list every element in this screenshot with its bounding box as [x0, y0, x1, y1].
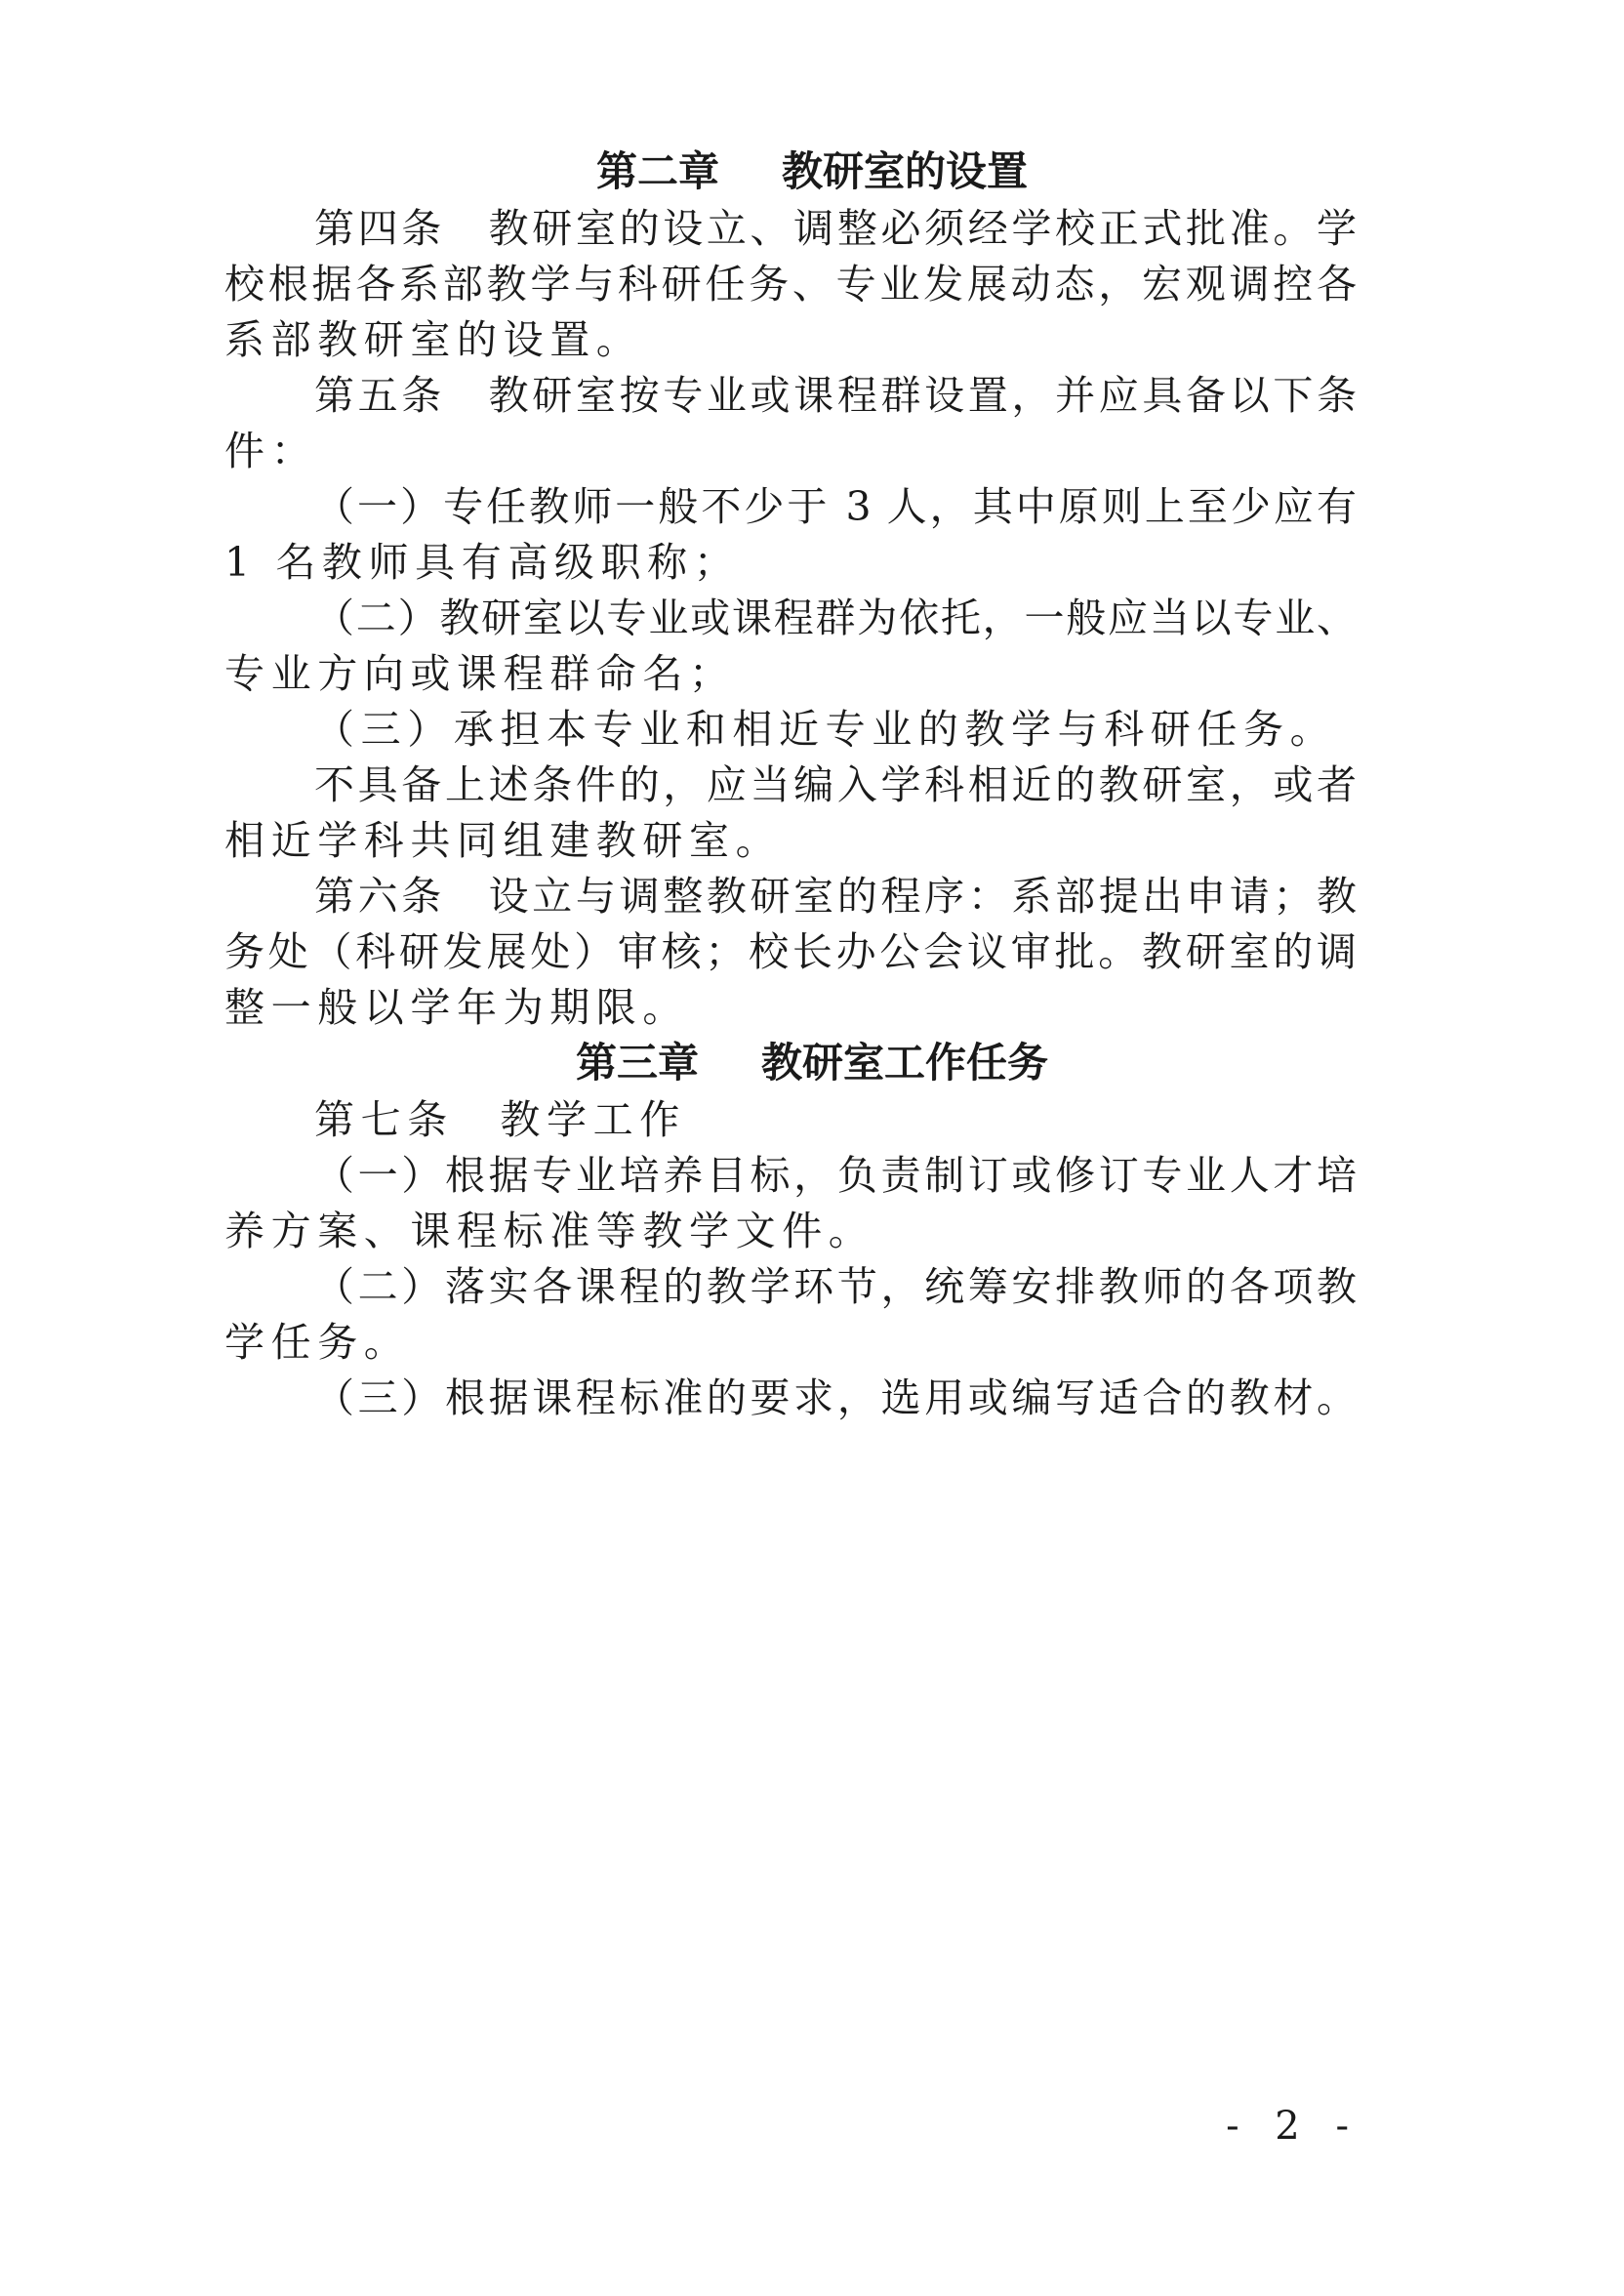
chapter-3-heading [0, 1034, 1624, 1092]
article-5-item-1-line-2: 1 名教师具有高级职称； [224, 539, 741, 586]
article-5-line-1: 第五条 教研室按专业或课程群设置，并应具备以下条 [314, 372, 1357, 419]
chapter-3-title: 教研室工作任务 [761, 1039, 1049, 1086]
chapter-2-title: 教研室的设置 [782, 147, 1029, 195]
article-7-item-2-line-2: 学任务。 [224, 1319, 411, 1366]
article-6-line-2: 务处（科研发展处）审核；校长办公会议审批。教研室的调 [224, 928, 1357, 975]
article-4-line-2: 校根据各系部教学与科研任务、专业发展动态，宏观调控各 [224, 261, 1357, 308]
article-5-item-1-line-1: （一）专任教师一般不少于 3 人，其中原则上至少应有 [314, 483, 1357, 530]
page-number: - 2 - [1226, 2104, 1360, 2149]
article-5-note-line-2: 相近学科共同组建教研室。 [224, 817, 783, 864]
article-7-item-3: （三）根据课程标准的要求，选用或编写适合的教材。 [314, 1374, 1357, 1421]
article-5-item-2-line-2: 专业方向或课程群命名； [224, 650, 736, 697]
article-6-line-1: 第六条 设立与调整教研室的程序：系部提出申请；教 [314, 873, 1357, 920]
article-4-line-3: 系部教研室的设置。 [224, 316, 643, 363]
chapter-2-heading [0, 143, 1624, 201]
chapter-2-label: 第二章 [595, 147, 719, 195]
article-4-line-1: 第四条 教研室的设立、调整必须经学校正式批准。学 [314, 205, 1357, 252]
article-5-note-line-1: 不具备上述条件的，应当编入学科相近的教研室，或者 [314, 761, 1357, 808]
article-7-item-2-line-1: （二）落实各课程的教学环节，统筹安排教师的各项教 [314, 1263, 1357, 1310]
article-5-item-2-line-1: （二）教研室以专业或课程群为依托，一般应当以专业、 [314, 594, 1357, 641]
article-7-item-1-line-1: （一）根据专业培养目标，负责制订或修订专业人才培 [314, 1152, 1357, 1199]
chapter-3-label: 第三章 [575, 1039, 699, 1086]
article-5-item-3: （三）承担本专业和相近专业的教学与科研任务。 [314, 706, 1337, 753]
article-5-line-2: 件： [224, 428, 318, 474]
article-7-title: 第七条 教学工作 [314, 1096, 686, 1143]
article-7-item-1-line-2: 养方案、课程标准等教学文件。 [224, 1208, 875, 1254]
article-6-line-3: 整一般以学年为期限。 [224, 984, 689, 1031]
